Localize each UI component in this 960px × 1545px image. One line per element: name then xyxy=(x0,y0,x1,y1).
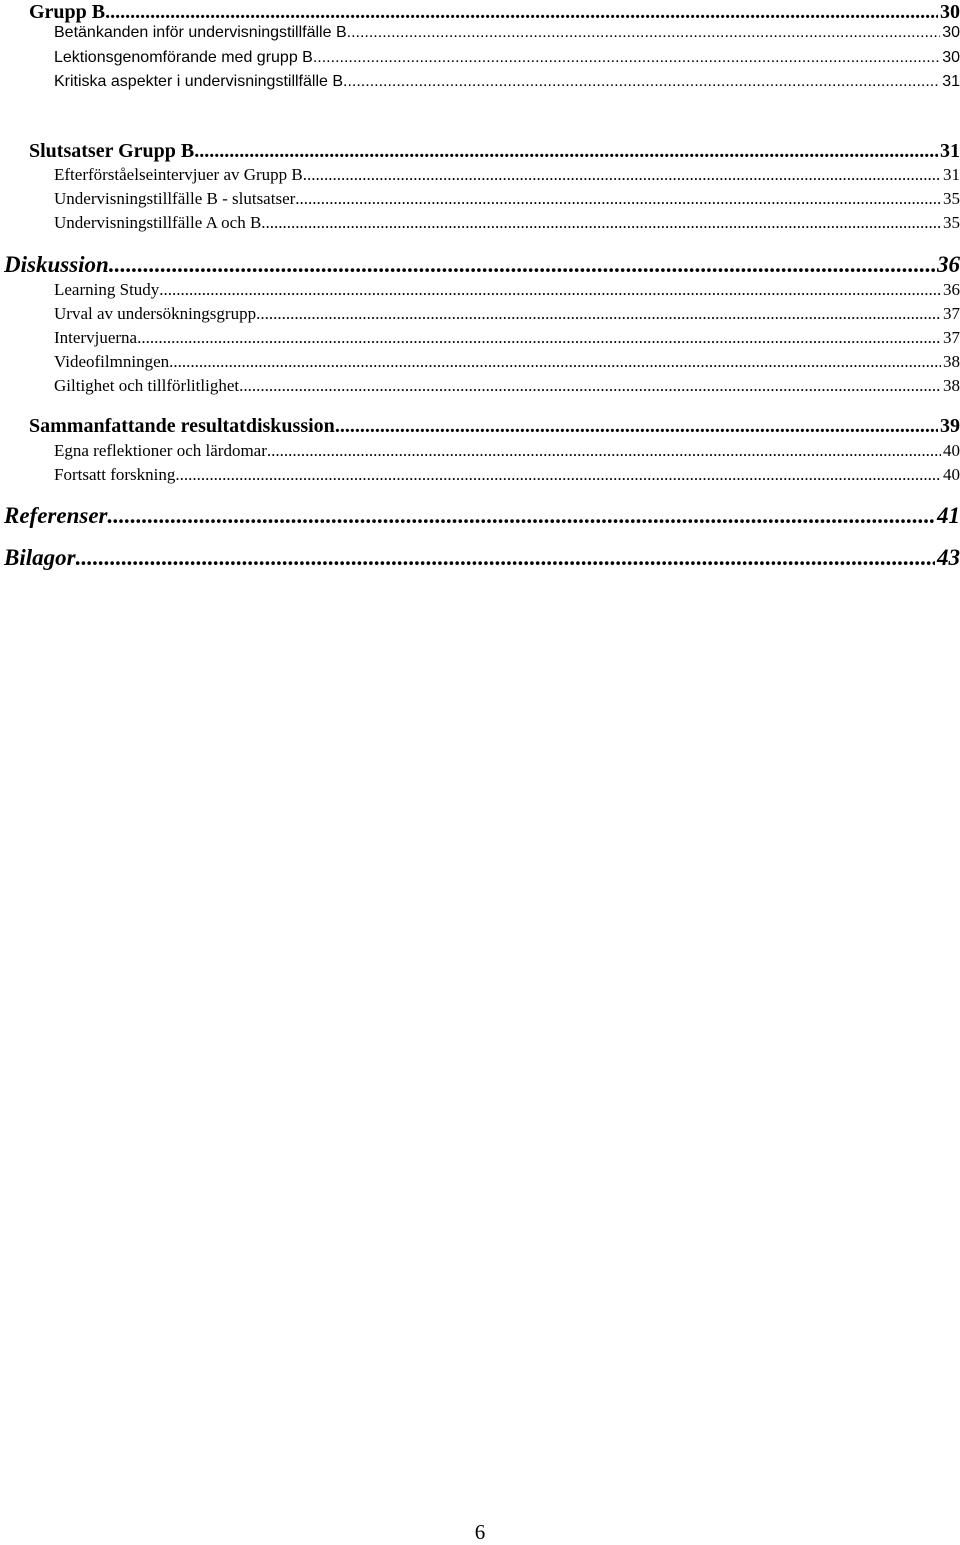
toc-entry-page: 36 xyxy=(943,280,960,299)
toc-entry-page: 38 xyxy=(943,376,960,395)
toc-entry-title: Grupp B xyxy=(29,1,106,23)
toc-entry-title: Videofilmningen xyxy=(54,352,170,371)
toc-entry-title: Giltighet och tillförlitlighet xyxy=(54,376,240,395)
toc-entry[interactable] xyxy=(29,140,960,163)
toc-entry-title: Undervisningstillfälle A och B xyxy=(54,213,262,232)
toc-dot-leader xyxy=(261,213,941,233)
toc-entry-title: Betänkanden inför undervisningstillfälle B xyxy=(54,24,347,41)
toc-dot-leader xyxy=(343,73,940,91)
toc-entry-title: Bilagor xyxy=(4,545,76,570)
toc-entry-title: Sammanfattande resultatdiskussion xyxy=(29,415,335,437)
toc-entry[interactable] xyxy=(54,328,960,348)
toc-entry[interactable] xyxy=(54,376,960,396)
toc-entry-title: Fortsatt forskning xyxy=(54,465,176,484)
toc-entry[interactable] xyxy=(54,304,960,324)
toc-entry-page: 37 xyxy=(943,328,960,347)
toc-entry[interactable] xyxy=(54,73,960,91)
toc-entry[interactable] xyxy=(4,503,960,529)
toc-entry[interactable] xyxy=(29,1,960,24)
toc-entry-title: Undervisningstillfälle B - slutsatser xyxy=(54,189,296,208)
toc-entry-page: 40 xyxy=(943,441,960,460)
toc-dot-leader xyxy=(256,304,941,324)
toc-entry-page: 30 xyxy=(942,49,960,66)
toc-dot-leader xyxy=(107,503,935,529)
toc-entry-page: 30 xyxy=(940,1,960,23)
toc-entry-page: 35 xyxy=(943,213,960,232)
toc-entry-page: 43 xyxy=(937,545,960,570)
toc-dot-leader xyxy=(109,252,935,278)
toc-entry-page: 30 xyxy=(942,24,960,41)
page-number: 6 xyxy=(474,1520,486,1544)
toc-entry-title: Learning Study xyxy=(54,280,160,299)
toc-entry[interactable] xyxy=(54,441,960,461)
toc-entry[interactable] xyxy=(54,189,960,209)
toc-entry-title: Lektionsgenomförande med grupp B xyxy=(54,49,313,66)
toc-entry-page: 38 xyxy=(943,352,960,371)
toc-entry[interactable] xyxy=(54,280,960,300)
toc-entry-page: 31 xyxy=(942,73,960,90)
toc-dot-leader xyxy=(239,376,941,396)
toc-dot-leader xyxy=(169,352,941,372)
toc-entry-title: Urval av undersökningsgrupp xyxy=(54,304,257,323)
toc-entry[interactable] xyxy=(54,213,960,233)
toc-entry-title: Diskussion xyxy=(4,252,109,277)
toc-entry-title: Kritiska aspekter i undervisningstillfälle B xyxy=(54,73,344,90)
toc-entry-page: 40 xyxy=(943,465,960,484)
toc-entry-page: 31 xyxy=(940,140,960,162)
toc-entry[interactable] xyxy=(29,415,960,438)
toc-entry-page: 39 xyxy=(940,415,960,437)
toc-dot-leader xyxy=(347,24,941,42)
toc-entry[interactable] xyxy=(4,252,960,278)
toc-entry[interactable] xyxy=(54,49,960,67)
toc-entry-title: Efterförståelseintervjuer av Grupp B xyxy=(54,165,303,184)
toc-entry-page: 36 xyxy=(937,252,960,277)
toc-entry-title: Slutsatser Grupp B xyxy=(29,140,195,162)
toc-entry[interactable] xyxy=(54,24,960,42)
toc-entry-page: 41 xyxy=(937,503,960,528)
toc-dot-leader xyxy=(137,328,941,348)
toc-entry-page: 35 xyxy=(943,189,960,208)
toc-dot-leader xyxy=(303,165,941,185)
toc-entry-title: Referenser xyxy=(4,503,108,528)
toc-entry[interactable] xyxy=(54,465,960,485)
toc-dot-leader xyxy=(76,545,935,571)
toc-entry-page: 37 xyxy=(943,304,960,323)
toc-entry-title: Egna reflektioner och lärdomar xyxy=(54,441,267,460)
toc-dot-leader xyxy=(159,280,941,300)
toc-entry[interactable] xyxy=(4,545,960,571)
toc-entry[interactable] xyxy=(54,165,960,185)
toc-entry-page: 31 xyxy=(943,165,960,184)
toc-dot-leader xyxy=(335,415,938,438)
toc-dot-leader xyxy=(313,49,940,67)
toc-entry[interactable] xyxy=(54,352,960,372)
toc-dot-leader xyxy=(175,465,941,485)
toc-dot-leader xyxy=(267,441,941,461)
toc-entry-title: Intervjuerna xyxy=(54,328,138,347)
toc-dot-leader xyxy=(194,140,938,163)
toc-dot-leader xyxy=(295,189,941,209)
toc-dot-leader xyxy=(105,1,938,24)
